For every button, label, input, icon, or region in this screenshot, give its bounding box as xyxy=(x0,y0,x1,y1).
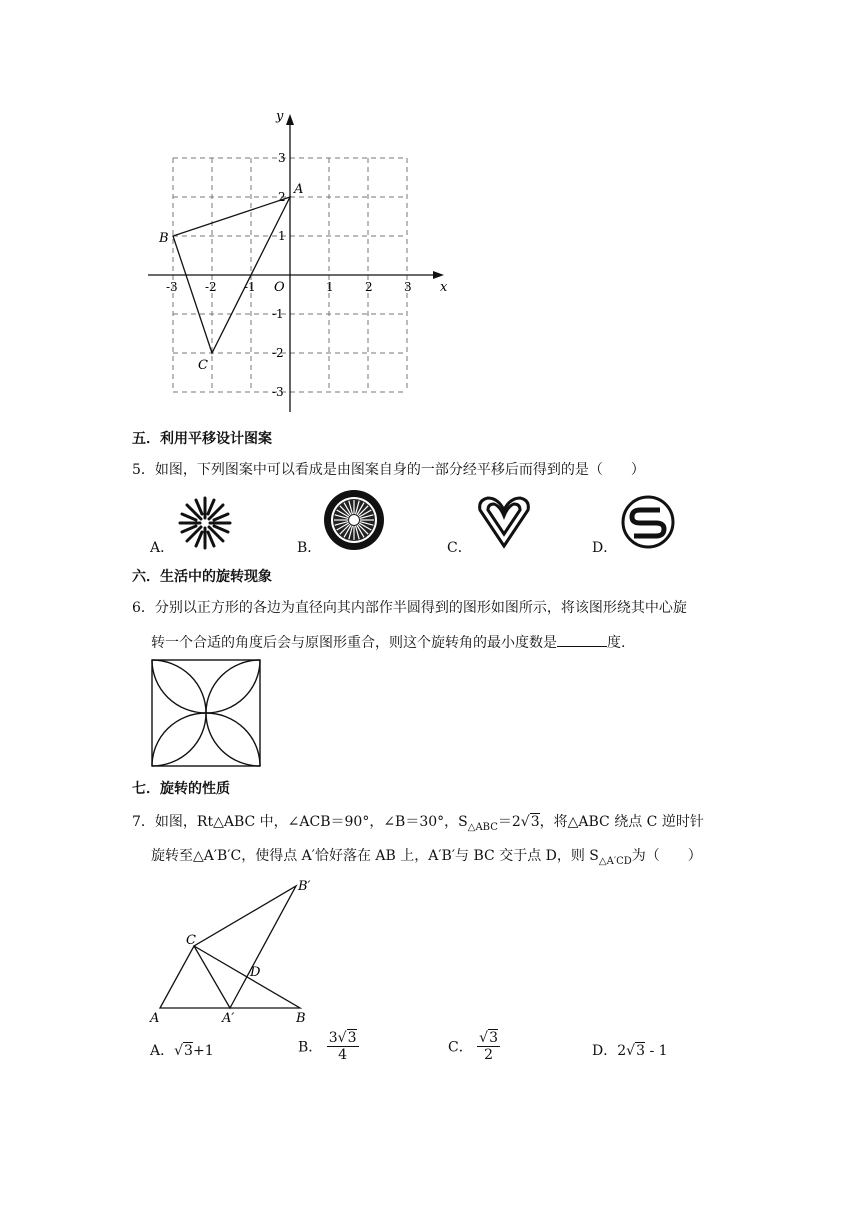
x-tick-label: -2 xyxy=(205,280,217,294)
question6-line1: 6．分别以正方形的各边为直径向其内部作半圆得到的图形如图所示，将该图形绕其中心旋 xyxy=(132,600,687,616)
answer-blank xyxy=(557,632,607,647)
s-circle-pattern-icon xyxy=(620,494,676,550)
q7-option-c-radicand: 3 xyxy=(489,1030,499,1046)
q7-line1-subscript: △ABC xyxy=(467,821,498,833)
q7-line1-part-c: ，将△ABC 绕点 C 逆时针 xyxy=(539,814,704,830)
axes xyxy=(148,114,444,412)
triangle-abc xyxy=(158,182,303,373)
q7-option-a xyxy=(150,1040,214,1060)
q7-line1-radicand: 3 xyxy=(530,814,540,830)
coordinate-graph xyxy=(140,100,460,420)
x-tick-label: 2 xyxy=(365,280,373,294)
q7-option-c-denominator: 2 xyxy=(484,1047,494,1063)
point-label-b: B xyxy=(159,231,169,246)
starburst-pattern-icon xyxy=(176,494,234,552)
q5-option-c-label: C． xyxy=(447,540,472,556)
q7-option-d-coef: 2 xyxy=(617,1043,627,1059)
q7-option-c-numerator xyxy=(477,1030,500,1047)
square-semicircles-figure xyxy=(150,658,262,768)
q7-option-b-numerator xyxy=(327,1030,359,1047)
y-axis-arrow xyxy=(286,114,294,125)
q7-line1-part-b: ＝2 xyxy=(497,814,521,830)
q7-option-a-sqrt-sign: √ xyxy=(174,1043,184,1059)
section5-heading: 五．利用平移设计图案 xyxy=(132,431,272,447)
fig7-label-a-prime: A′ xyxy=(222,1011,235,1026)
q5-option-d-label: D． xyxy=(592,540,618,556)
y-tick-label: 3 xyxy=(278,151,286,165)
q7-line1-part-a: 7．如图，Rt△ABC 中，∠ACB＝90°，∠B＝30°，S xyxy=(132,814,468,830)
question7-line2 xyxy=(151,846,702,872)
x-axis-arrow xyxy=(433,271,444,279)
q7-option-b-coef: 3 xyxy=(328,1030,338,1046)
q7-option-d-sqrt-sign: √ xyxy=(626,1043,636,1059)
q7-option-b xyxy=(298,1030,359,1063)
q7-option-b-fraction xyxy=(327,1030,359,1063)
q7-option-a-rest: +1 xyxy=(192,1043,214,1059)
q7-option-c-label: C． xyxy=(448,1039,473,1056)
question5-text: 5．如图，下列图案中可以看成是由图案自身的一部分经平移后而得到的是（ ） xyxy=(132,462,645,478)
y-tick-label: 2 xyxy=(278,190,286,204)
tick-labels xyxy=(166,109,448,399)
fig7-label-a: A xyxy=(150,1011,160,1026)
point-label-c: C xyxy=(198,358,208,373)
q7-option-c-sqrt-sign: √ xyxy=(479,1030,489,1046)
y-axis-label: y xyxy=(276,109,284,124)
q5-option-a-label: A． xyxy=(150,540,175,556)
q7-option-c-fraction xyxy=(477,1030,500,1063)
q7-line1-sqrt-sign: √ xyxy=(520,814,530,830)
q7-line2-part-a: 旋转至△A′B′C，使得点 A′恰好落在 AB 上，A′B′与 BC 交于点 D，则 S xyxy=(151,848,599,864)
x-tick-label: 1 xyxy=(326,280,334,294)
question6-line2-end: 度. xyxy=(607,635,626,651)
q7-option-b-sqrt-sign: √ xyxy=(337,1030,347,1046)
section6-heading: 六．生活中的旋转现象 xyxy=(132,569,272,585)
fig7-label-b: B xyxy=(296,1011,306,1026)
q7-option-c xyxy=(448,1030,500,1063)
x-tick-label: -1 xyxy=(244,280,256,294)
y-tick-label: 1 xyxy=(278,229,286,243)
y-tick-label: -1 xyxy=(272,307,284,321)
question6-line2 xyxy=(151,632,625,653)
q7-option-b-denominator: 4 xyxy=(338,1047,348,1063)
section7-heading: 七．旋转的性质 xyxy=(132,781,230,797)
fig7-label-b-prime: B′ xyxy=(298,879,311,894)
x-tick-label: 3 xyxy=(404,280,412,294)
rotation-triangle-figure xyxy=(146,876,326,1026)
x-axis-label: x xyxy=(440,280,448,295)
fig7-label-d: D xyxy=(250,965,261,980)
q7-line2-subscript: △A′CD xyxy=(598,855,632,867)
origin-label: O xyxy=(274,280,285,295)
q7-option-d-label: D． xyxy=(592,1043,618,1059)
x-tick-label: -3 xyxy=(166,280,178,294)
y-tick-label: -3 xyxy=(272,385,284,399)
q7-option-d-rest: - 1 xyxy=(645,1043,668,1059)
heart-pattern-icon xyxy=(474,494,534,550)
sun-wheel-pattern-icon xyxy=(322,488,386,552)
q7-line2-part-b: 为（ ） xyxy=(631,848,702,864)
q5-option-b-label: B． xyxy=(297,540,322,556)
q7-option-a-radicand: 3 xyxy=(184,1043,193,1059)
y-tick-label: -2 xyxy=(272,346,284,360)
question6-line2-start: 转一个合适的角度后会与原图形重合，则这个旋转角的最小度数是 xyxy=(151,635,557,651)
q7-option-b-label: B． xyxy=(298,1039,323,1056)
question7-line1 xyxy=(132,812,704,838)
point-label-a: A xyxy=(294,182,304,197)
q7-option-d-radicand: 3 xyxy=(636,1043,645,1059)
q7-option-d xyxy=(592,1040,668,1060)
q7-option-a-label: A． xyxy=(150,1043,175,1059)
fig7-label-c: C xyxy=(186,933,196,948)
q7-option-b-radicand: 3 xyxy=(347,1030,357,1046)
